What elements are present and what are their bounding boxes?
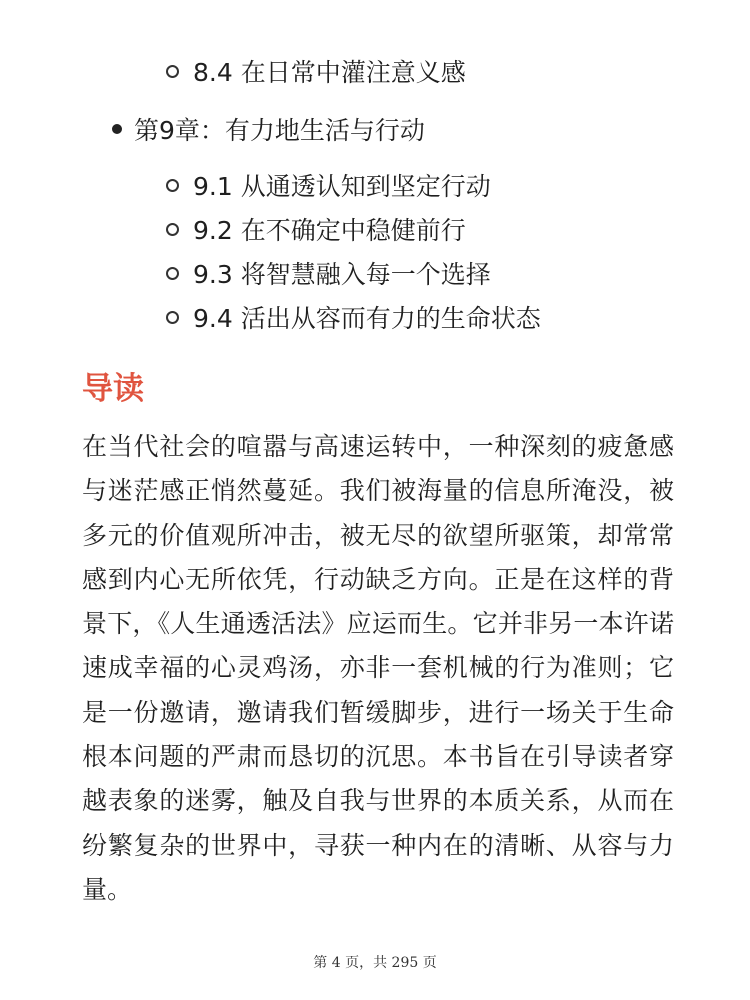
circle-bullet-icon <box>166 223 179 236</box>
toc-subitem-label: 8.4 在日常中灌注意义感 <box>193 58 466 87</box>
toc-subitem-label: 9.1 从通透认知到坚定行动 <box>193 172 491 201</box>
circle-bullet-icon <box>166 179 179 192</box>
toc-subitem-8-4[interactable] <box>166 53 466 89</box>
toc-subitem-label: 9.2 在不确定中稳健前行 <box>193 216 466 245</box>
intro-paragraph: 在当代社会的喧嚣与高速运转中，一种深刻的疲惫感与迷茫感正悄然蔓延。我们被海量的信息所淹没，被多元的价值观所冲击，被无尽的欲望所驱策，却常常感到内心无所依凭，行动缺乏方向。正是在这样的背景下，《人生通透活法》应运而生。它并非另一本许诺速成幸福的心灵鸡汤，亦非一套机械的行为准则；它是一份邀请，邀请我们暂缓脚步，进行一场关于生命根本问题的严肃而恳切的沉思。本书旨在引导读者穿越表象的迷雾，触及自我与世界的本质关系，从而在纷繁复杂的世界中，寻获一种内在的清晰、从容与力量。 <box>82 432 674 904</box>
toc-subitem-9-2[interactable] <box>166 211 466 247</box>
toc-subitem-9-3[interactable] <box>166 255 491 291</box>
disc-bullet-icon <box>112 124 122 134</box>
toc-subitem-9-4[interactable] <box>166 299 541 335</box>
circle-bullet-icon <box>166 65 179 78</box>
circle-bullet-icon <box>166 267 179 280</box>
toc-subitem-label: 9.4 活出从容而有力的生命状态 <box>193 304 541 333</box>
section-heading: 导读 <box>82 371 144 407</box>
circle-bullet-icon <box>166 311 179 324</box>
toc-subitem-label: 9.3 将智慧融入每一个选择 <box>193 260 491 289</box>
toc-chapter-9[interactable] <box>112 110 425 148</box>
toc-subitem-9-1[interactable] <box>166 167 491 203</box>
toc-chapter-label: 第9章：有力地生活与行动 <box>134 116 425 145</box>
page-number: 第 4 页，共 295 页 <box>313 955 437 971</box>
